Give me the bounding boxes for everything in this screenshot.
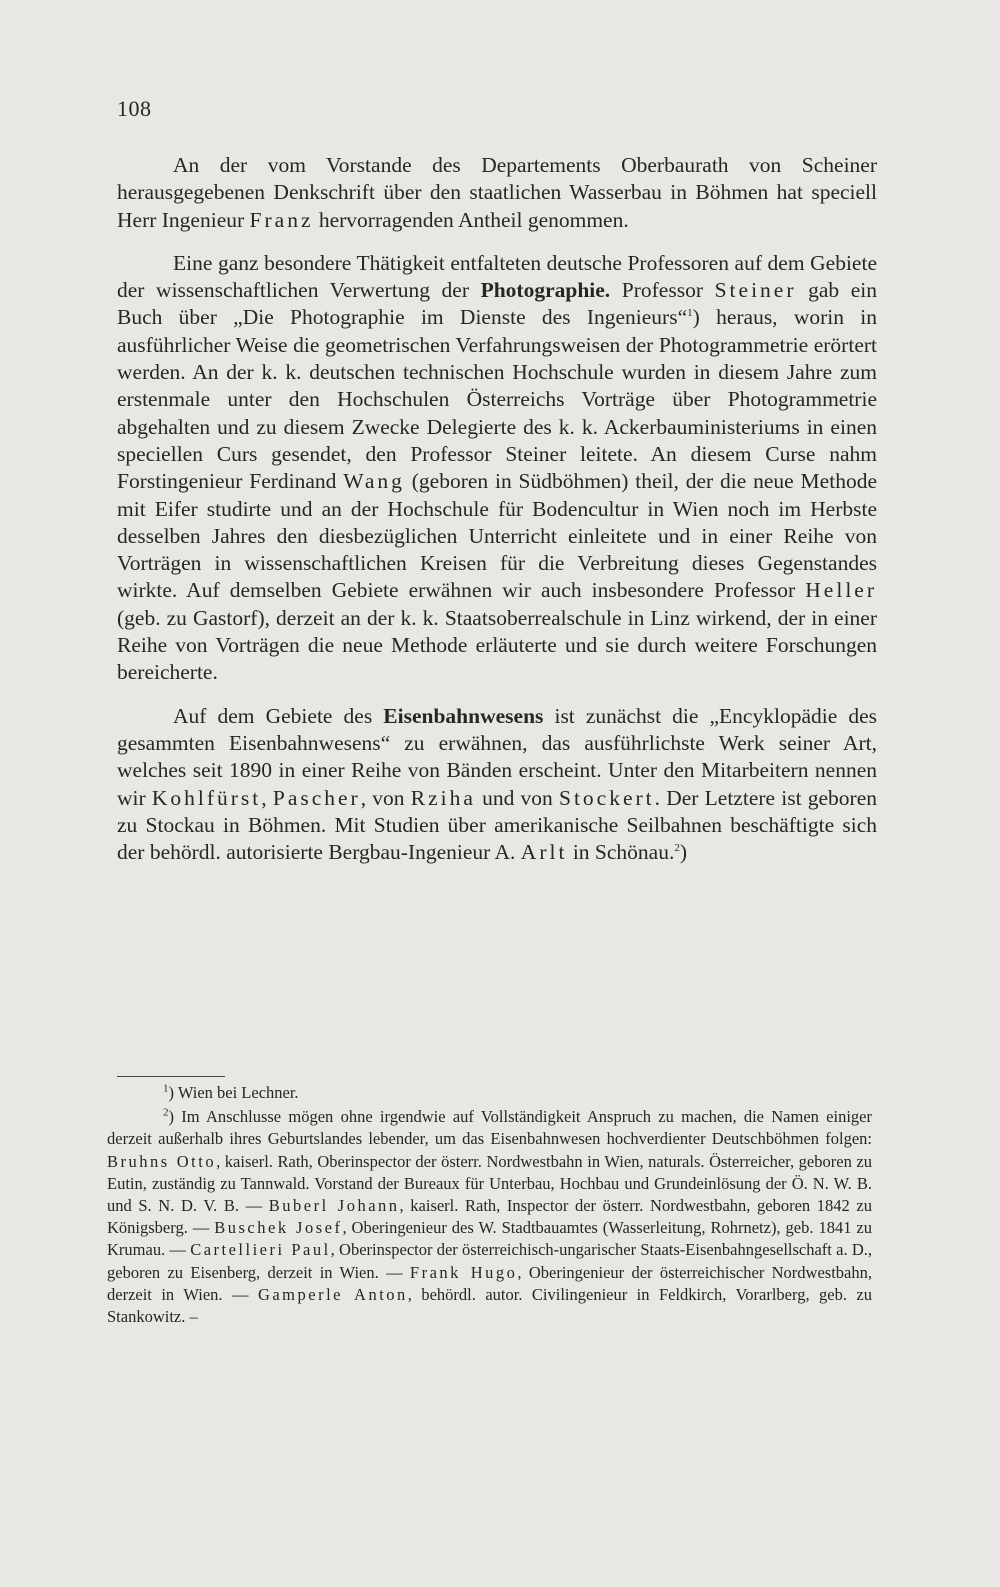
footnote-text: , Oberingenieur der österreichischer Nordwestbahn, derzeit in Wien. — <box>107 1262 872 1304</box>
text-run: ) heraus, worin in ausführlicher Weise die geometrischen Verfahrungsweisen der Photogrammetrie erörtert werden. An der k. k. deutschen technischen Hochschule wurden in diesem Jahre zum erstenmale unter den Hochschulen Österreichs Vorträge über Photogrammetrie abgehalten und zu diesem Zwecke Delegierte des k. k. Ackerbauministeriums in einen speciellen Curs gesendet, den Professor Steiner leitete. An diesem Curse nahm Forstingenieur Ferdinand <box>117 305 878 494</box>
text-run: gab ein Buch über „Die Photographie im Dienste des Ingenieurs“ <box>117 278 877 330</box>
footnote-divider <box>117 1076 225 1077</box>
text-run: in Schönau. <box>567 840 675 865</box>
text-run: An der vom Vorstande des Departements Oberbaurath von Scheiner herausgegebenen Denkschrift über den staatlichen Wasserbau in Böhmen hat speciell Herr Ingenieur <box>117 153 877 232</box>
footnote-text: , kaiserl. Rath, Oberinspector der österr. Nordwestbahn in Wien, naturals. Österreicher, geboren zu Eutin, zuständig zu Tannwald. Vorstand der Bureaux für Unterbau, Hochbau und Grundeinlösung der Ö. N. W. B. und S. N. D. V. B. — <box>107 1151 872 1216</box>
person-name: Frank Hugo <box>409 1262 518 1282</box>
topic-heading-inline: Photographie. <box>480 278 611 303</box>
footnote-text: , kaiserl. Rath, Inspector der österr. Nordwestbahn, geboren 1842 zu Königsberg. — <box>107 1196 872 1238</box>
footnote-1 <box>107 1082 872 1104</box>
person-name: Heller <box>805 578 877 603</box>
text-run: und von <box>475 785 559 810</box>
text-run: , <box>261 785 273 810</box>
footnote-text: , Oberinspector der österreichisch-ungarischer Staats-Eisenbahngesellschaft a. D., geboren zu Eisenberg, derzeit in Wien. — <box>107 1240 872 1282</box>
person-name: Franz <box>249 207 314 232</box>
person-name: Buschek Josef <box>214 1218 343 1238</box>
footnotes <box>107 1082 872 1328</box>
footnote-text: , Oberingenieur des W. Stadtbauamtes (Wasserleitung, Rohrnetz), geb. 1841 zu Krumau. — <box>107 1218 872 1260</box>
footnote-reference: 2 <box>674 841 680 854</box>
text-run: . Der Letztere ist geboren zu Stockau in Böhmen. Mit Studien über amerikanische Seilbahnen beschäftigte sich der behördl. autorisierte Bergbau-Ingenieur A. <box>117 785 878 865</box>
text-run: ) <box>679 840 688 865</box>
paragraph-photography <box>117 250 877 687</box>
person-name: Buberl Johann <box>268 1196 400 1216</box>
person-name: Gamperle Anton <box>257 1284 408 1304</box>
main-text <box>117 152 877 866</box>
text-run: Auf dem Gebiete des <box>173 703 384 728</box>
text-run: Professor <box>610 278 715 303</box>
text-run: , von <box>360 785 411 810</box>
footnote-marker: 1 <box>163 1082 169 1095</box>
person-name: Pascher <box>272 785 361 810</box>
paragraph-railways <box>117 703 877 867</box>
text-run: hervorragenden Antheil genommen. <box>313 207 629 232</box>
text-run: (geb. zu Gastorf), derzeit an der k. k. Staatsoberrealschule in Linz wirkend, der in einer Reihe von Vorträgen die neue Methode erläuterte und sie durch weitere Forschungen bereicherte. <box>117 605 877 685</box>
footnote-reference: 1 <box>687 307 693 320</box>
person-name: Wang <box>343 469 405 494</box>
footnote-2 <box>107 1106 872 1328</box>
person-name: Steiner <box>714 278 797 303</box>
paragraph-hydraulic-engineering <box>117 152 877 234</box>
person-name: Rziha <box>410 785 476 810</box>
text-run: Eine ganz besondere Thätigkeit entfalteten deutsche Professoren auf dem Gebiete der wissenschaftlichen Verwertung der <box>117 250 877 303</box>
footnote-marker: 2 <box>163 1106 169 1119</box>
text-run: (geboren in Südböhmen) theil, der die neue Methode mit Eifer studirte und an der Hochschule für Bodencultur in Wien noch im Herbste desselben Jahres den diesbezüglichen Unterricht einleitete und in einer Reihe von Vorträgen in wissenschaftlichen Kreisen für die Verbreitung dieses Gegenstandes wirkte. Auf demselben Gebiete erwähnen wir auch insbesondere Professor <box>117 469 877 603</box>
person-name: Kohlfürst <box>151 785 262 810</box>
person-name: Cartellieri Paul <box>190 1240 331 1260</box>
text-run: ist zunächst die „Encyklopädie des gesammten Eisenbahnwesens“ zu erwähnen, das ausführlichste Werk seiner Art, welches seit 1890 in einer Reihe von Bänden erscheint. Unter den Mitarbeitern nennen wir <box>117 703 877 810</box>
footnote-text: , behördl. autor. Civilingenieur in Feldkirch, Vorarlberg, geb. zu Stankowitz. – <box>107 1284 872 1327</box>
page-number: 108 <box>117 96 152 121</box>
footnote-text: ) Im Anschlusse mögen ohne irgendwie auf Vollständigkeit Anspruch zu machen, die Namen einiger derzeit außerhalb ihres Geburtslandes lebender, um das Eisenbahnwesen hochverdienter Deutschböhmen folgen: <box>107 1107 872 1149</box>
person-name: Arlt <box>520 840 568 865</box>
footnote-text: ) Wien bei Lechner. <box>168 1083 299 1102</box>
topic-heading-inline: Eisenbahnwesens <box>383 703 544 728</box>
person-name: Stockert <box>559 785 655 810</box>
person-name: Bruhns Otto <box>107 1151 217 1171</box>
